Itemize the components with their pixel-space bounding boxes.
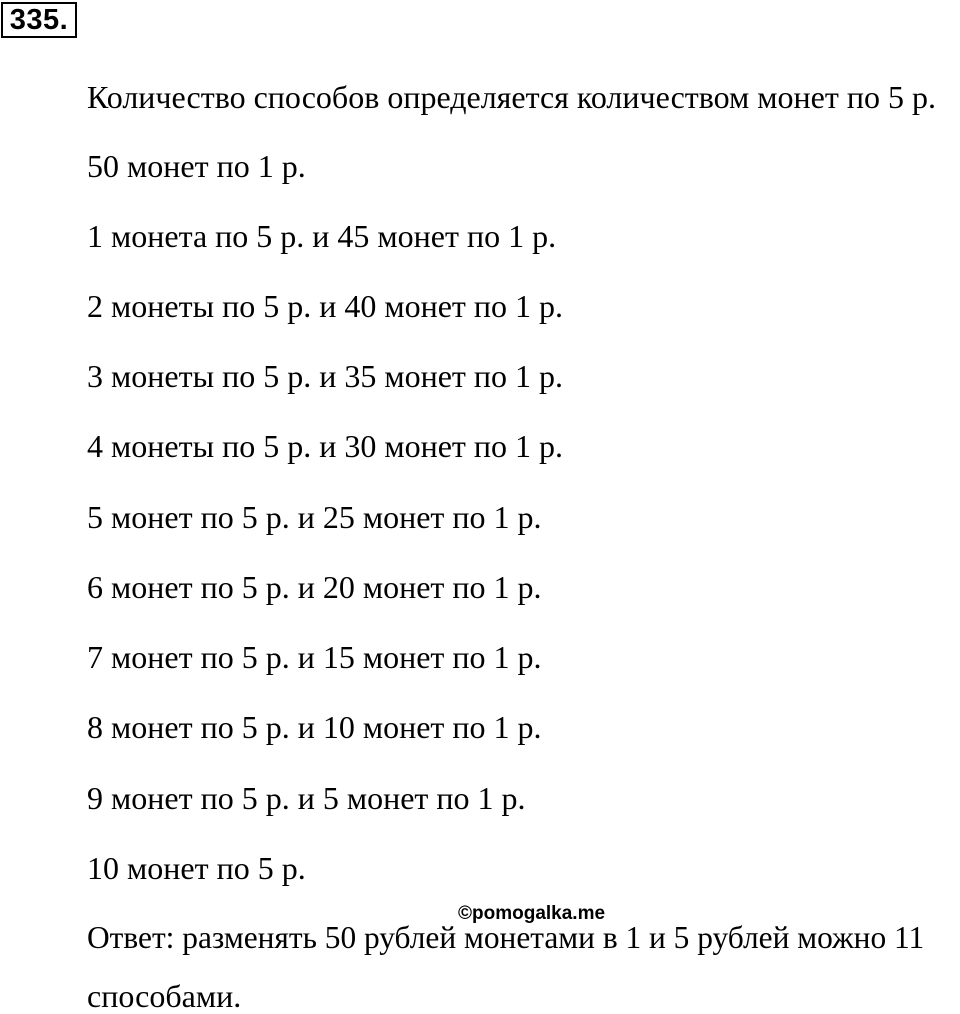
option-line: 7 монет по 5 р. и 15 монет по 1 р. — [87, 639, 542, 675]
intro-line: Количество способов определяется количеством монет по 5 р. — [87, 79, 936, 115]
option-line: 50 монет по 1 р. — [87, 148, 306, 184]
option-line: 8 монет по 5 р. и 10 монет по 1 р. — [87, 709, 542, 745]
answer-line: Ответ: разменять 50 рублей монетами в 1 и 5 рублей можно 11 — [87, 920, 925, 955]
option-line: 3 монеты по 5 р. и 35 монет по 1 р. — [87, 358, 563, 394]
watermark: ©pomogalka.me — [458, 903, 606, 924]
option-line: 5 монет по 5 р. и 25 монет по 1 р. — [87, 499, 542, 535]
option-line: 1 монета по 5 р. и 45 монет по 1 р. — [87, 218, 557, 254]
option-line: 10 монет по 5 р. — [87, 850, 306, 886]
answer-line-continuation: способами. — [87, 978, 242, 1014]
problem-number: 335. — [1, 2, 77, 38]
option-line: 6 монет по 5 р. и 20 монет по 1 р. — [87, 569, 542, 605]
option-line: 9 монет по 5 р. и 5 монет по 1 р. — [87, 780, 526, 816]
option-line: 2 монеты по 5 р. и 40 монет по 1 р. — [87, 288, 563, 324]
option-line: 4 монеты по 5 р. и 30 монет по 1 р. — [87, 428, 563, 464]
